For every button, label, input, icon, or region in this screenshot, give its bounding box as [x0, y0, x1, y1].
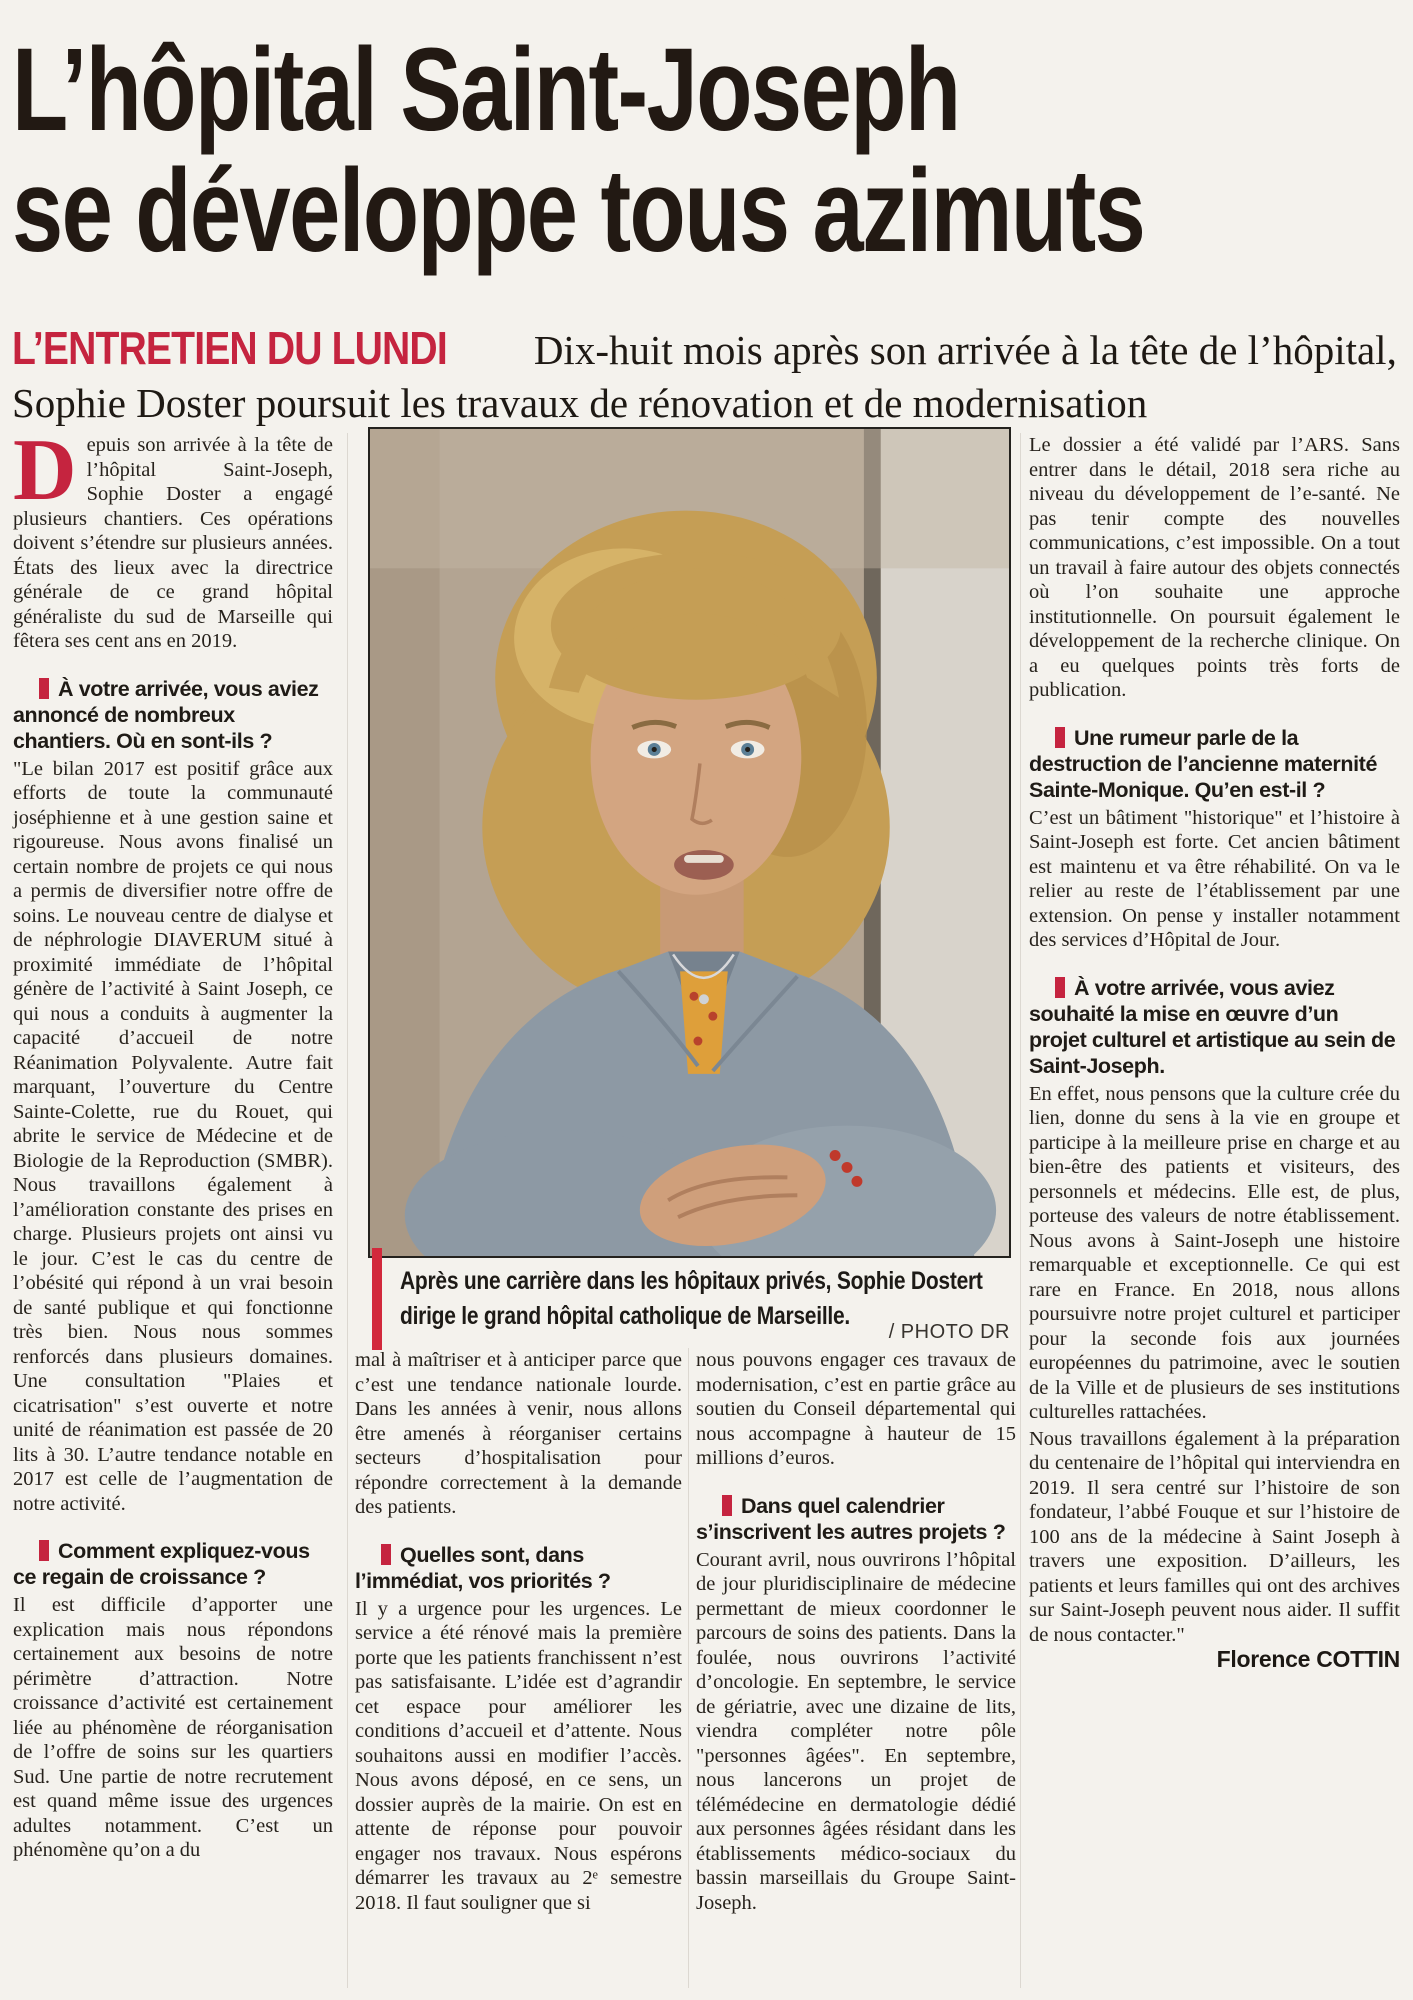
- red-square-bullet: [381, 1544, 391, 1565]
- question-1: [13, 676, 333, 754]
- question-1-text: À votre arrivée, vous aviez annoncé de nombreux chantiers. Où en sont-ils ?: [13, 676, 319, 753]
- column-3: [696, 1348, 1016, 1915]
- standfirst-text-2: Sophie Doster poursuit les travaux de rénovation et de modernisation: [12, 380, 1148, 426]
- answer-3: Il y a urgence pour les urgences. Le service a été rénové mais la première porte que les patients franchissent n’est pas satisfaisante. L’idée est d’agrandir cet espace pour améliorer les conditions d’accueil et d’attente. Nous souhaitons aussi en modifier l’accès. Nous avons déposé, en ce sens, un dossier auprès de la mairie. On est en attente de réponse pour pouvoir engager nos travaux. Nous espérons démarrer les travaux au 2ᵉ semestre 2018. Il faut souligner que si: [355, 1597, 682, 1914]
- article-headline: [12, 24, 1338, 277]
- red-square-bullet: [1055, 727, 1065, 748]
- question-4-text: Dans quel calendrier s’inscrivent les autres projets ?: [696, 1493, 1006, 1544]
- standfirst: [12, 322, 1412, 430]
- column-4: [1029, 433, 1400, 1672]
- question-6-text: À votre arrivée, vous aviez souhaité la mise en œuvre d’un projet culturel et artistique au sein de Saint-Joseph.: [1029, 975, 1396, 1078]
- caption-red-bar: [372, 1248, 382, 1350]
- column-rule: [688, 1348, 689, 1988]
- column-rule: [347, 433, 348, 1988]
- intro-text: epuis son arrivée à la tête de l’hôpital Saint-Joseph, Sophie Doster a engagé plusieurs chantiers. Ces opérations doivent s’étendre sur plusieurs années. États des lieux avec la directrice générale de ce grand hôpital généraliste du sud de Marseille qui fêtera ses cent ans en 2019.: [13, 434, 333, 652]
- question-5-text: Une rumeur parle de la destruction de l’ancienne maternité Sainte-Monique. Qu’en est-il ?: [1029, 725, 1378, 802]
- red-square-bullet: [39, 678, 49, 699]
- answer-3-continued: nous pouvons engager ces travaux de modernisation, c’est en partie grâce au soutien du Conseil départemental qui nous accompagne à hauteur de 15 millions d’euros.: [696, 1349, 1016, 1469]
- photo-credit: / PHOTO DR: [888, 1321, 1010, 1343]
- answer-4: Courant avril, nous ouvrirons l’hôpital de jour pluridisciplinaire de médecine permettant de mieux coordonner le parcours de soins des patients. Dans la foulée, nous ouvrirons l’activité d’oncologie. En septembre, le service de gériatrie, avec une dizaine de lits, viendra compléter notre pôle "personnes âgées". En septembre, nous lancerons un projet de télémédecine en dermatologie dédié aux personnes âgées résidant dans les établissements médico-sociaux du bassin marseillais du Groupe Saint-Joseph.: [696, 1548, 1016, 1914]
- portrait-photo: [370, 429, 1009, 1256]
- red-square-bullet: [722, 1495, 732, 1516]
- byline: Florence COTTIN: [1216, 1646, 1400, 1672]
- standfirst-line-1: [12, 322, 1412, 377]
- question-2: [13, 1538, 333, 1590]
- intro-paragraph: [13, 422, 333, 654]
- headline-line-1: L’hôpital Saint-Joseph: [12, 24, 960, 156]
- photo-caption: Après une carrière dans les hôpitaux privés, Sophie Dostert dirige le grand hôpital catholique de Marseille.: [400, 1267, 983, 1330]
- column-2: [355, 1348, 682, 1915]
- answer-6-continued: Nous travaillons également à la préparation du centenaire de l’hôpital qui interviendra en 2019. Il sera centré sur l’histoire de son fondateur, l’abbé Fouque et sur l’histoire de 100 ans de la médecine à Saint Joseph à travers une exposition. D’ailleurs, les patients et leurs familles qui ont des archives sur Saint-Joseph peuvent nous aider. Il suffit de nous contacter.": [1029, 1427, 1400, 1646]
- question-3-text: Quelles sont, dans l’immédiat, vos priorités ?: [355, 1542, 611, 1593]
- column-1: [13, 422, 333, 1863]
- portrait-photo-frame: [368, 427, 1011, 1258]
- column-rule: [1020, 433, 1021, 1988]
- drop-cap: D: [13, 422, 77, 519]
- answer-6: En effet, nous pensons que la culture crée du lien, donne du sens à la vie en groupe et participe à la meilleure prise en charge et au bien-être des patients et visiteurs, des personnels et médecins. Elle est, de plus, porteuse des valeurs de notre établissement. Nous avons à Saint-Joseph une histoire remarquable et exceptionnelle. Ce qui est rare en France. En 2018, nous allons poursuivre notre projet culturel et participer pour la seconde fois aux journées européennes du patrimoine, avec le soutien de la Ville et de plusieurs de ses institutions culturelles rattachées.: [1029, 1082, 1400, 1423]
- answer-2: Il est difficile d’apporter une explication mais nous répondons certainement aux besoins de notre périmètre d’attraction. Notre croissance d’activité est certainement liée au phénomène de réorganisation de l’offre de soins sur les quartiers Sud. Une partie de notre recrutement est quand même issue des urgences adultes notamment. C’est un phénomène qu’on a du: [13, 1594, 333, 1861]
- question-2-text: Comment expliquez-vous ce regain de croissance ?: [13, 1539, 310, 1589]
- red-square-bullet: [39, 1540, 49, 1561]
- red-square-bullet: [1055, 977, 1065, 998]
- question-6: [1029, 975, 1400, 1079]
- question-5: [1029, 725, 1400, 803]
- headline-line-2: se développe tous azimuts: [12, 145, 1145, 277]
- standfirst-text-1: Dix-huit mois après son arrivée à la tête de l’hôpital,: [533, 327, 1397, 373]
- photo-caption-block: [368, 1264, 1016, 1348]
- answer-1: "Le bilan 2017 est positif grâce aux efforts de toute la communauté joséphienne et à une gestion saine et rigoureuse. Nous avons finalisé un certain nombre de projets ce qui nous a permis de diversifier notre offre de soins. Le nouveau centre de dialyse et de néphrologie DIAVERUM situé à proximité immédiate de l’hôpital génère de l’activité à Saint Joseph, ce qui nous a conduits à augmenter la capacité d’accueil de notre Réanimation Polyvalente. Autre fait marquant, l’ouverture du Centre Sainte-Colette, rue du Rouet, qui abrite le service de Médecine et de Biologie de la Reproduction (SMBR). Nous travaillons également à l’amélioration constante des prises en charge. Plusieurs projets ont ainsi vu le jour. C’est le cas du centre de l’obésité qui répond à un vrai besoin de santé publique et qui fonctionne très bien. Nous nous sommes renforcés dans plusieurs domaines. Une consultation "Plaies et cicatrisation" s’est ouverte et notre unité de réanimation est passée de 20 lits à 30. L’autre tendance notable en 2017 est celle de l’augmentation de notre activité.: [13, 757, 333, 1515]
- answer-2-continued: mal à maîtriser et à anticiper parce que c’est une tendance nationale lourde. Dans les années à venir, nous allons être amenés à réorganiser certains secteurs d’hospitalisation pour répondre correctement à la demande des patients.: [355, 1349, 682, 1518]
- question-3: [355, 1542, 682, 1594]
- answer-5: C’est un bâtiment "historique" et l’histoire à Saint-Joseph est forte. Cet ancien bâtiment est maintenu et va être réhabilité. On va le relier au reste de l’établissement par une extension. On pense y installer notamment des services d’Hôpital de Jour.: [1029, 806, 1400, 951]
- kicker-label: L’ENTRETIEN DU LUNDI: [12, 322, 447, 374]
- answer-4-continued: Le dossier a été validé par l’ARS. Sans entrer dans le détail, 2018 sera riche au niveau du développement de l’e-santé. Ne pas tenir compte des nouvelles communications, c’est impossible. On a tout un travail à faire autour des objets connectés où l’on souhaite une approche institutionnelle. On poursuit également le développement de la recherche clinique. On a eu quelques points très forts de publication.: [1029, 434, 1400, 701]
- question-4: [696, 1493, 1016, 1545]
- standfirst-line-2: [12, 377, 1412, 430]
